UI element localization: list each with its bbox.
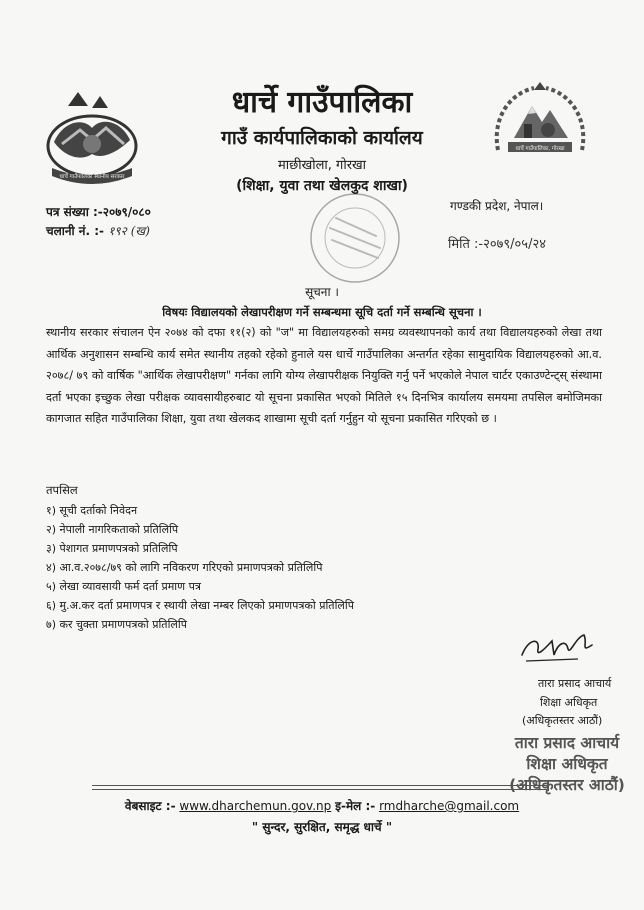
reference-label: पत्र संख्या :- <box>46 205 103 219</box>
list-item: ४) आ.व.२०७८/७९ को लागि नविकरण गरिएको प्रमाणपत्रको प्रतिलिपि <box>46 561 323 574</box>
office-subtitle: गाउँ कार्यपालिकाको कार्यालय <box>221 127 423 149</box>
stamp-rank: (अधिकृतस्तर आठौं) <box>509 776 625 794</box>
date-value: २०७९/०५/२४ <box>483 237 546 252</box>
office-address: माछीखोला, गोरखा <box>277 158 367 173</box>
dispatch-label: चलानी नं. :- <box>46 224 104 238</box>
annex-list <box>46 501 354 634</box>
footer-divider <box>92 785 548 786</box>
signatory-stamp <box>502 733 632 796</box>
list-item: ५) लेखा व्यावसायी फर्म दर्ता प्रमाण पत्र <box>46 580 201 593</box>
dispatch-number <box>46 222 150 239</box>
office-name: धार्चे गाउँपालिका <box>231 85 413 120</box>
footer-motto: " सुन्दर, सुरक्षित, समृद्ध धार्चे " <box>251 820 393 834</box>
office-section: (शिक्षा, युवा तथा खेलकुद शाखा) <box>236 178 408 194</box>
stamp-name: तारा प्रसाद आचार्य <box>514 734 620 752</box>
svg-text:धार्चे गाउँपालिका स्थानीय सरका: धार्चे गाउँपालिका स्थानीय सरकार <box>59 174 125 180</box>
svg-text:धार्चे गाउँपालिका, गोरखा: धार्चे गाउँपालिका, गोरखा <box>515 146 565 152</box>
list-item: ७) कर चुक्ता प्रमाणपत्रको प्रतिलिपि <box>46 618 187 631</box>
signatory-rank: (अधिकृतस्तर आठौं) <box>522 714 603 727</box>
annex-title: तपसिल <box>46 483 78 497</box>
date-line <box>448 234 546 252</box>
reference-number <box>46 203 151 220</box>
list-item: ३) पेशागत प्रमाणपत्रको प्रतिलिपि <box>46 542 178 555</box>
signatory-name: तारा प्रसाद आचार्य <box>538 677 612 690</box>
email-link[interactable]: rmdharche@gmail.com <box>379 799 520 813</box>
reference-value: २०७९/०८० <box>102 205 151 219</box>
footer-contact <box>0 797 644 814</box>
notice-subject: विषयः विद्यालयको लेखापरीक्षण गर्ने सम्बन्धमा सूचि दर्ता गर्ने सम्बन्धि सूचना । <box>162 305 482 319</box>
website-link[interactable]: www.dharchemun.gov.np <box>179 799 332 813</box>
date-label: मिति :- <box>448 237 484 252</box>
signatory-title: शिक्षा अधिकृत <box>540 696 598 709</box>
handwritten-signature <box>518 625 598 673</box>
office-seal-stamp <box>300 188 410 292</box>
dispatch-value: १९२ (ख) <box>108 224 150 238</box>
notice-body: स्थानीय सरकार संचालन ऐन २०७४ को दफा ११(२) को "ज" मा विद्यालयहरुको समग्र व्यवस्थापनको कार्य तथा विद्यालयहरुको लेखा तथा आर्थिक अनुशासन सम्बन्धि कार्य समेत स्थानीय तहको रहेको हुनाले यस धार्चे गाउँपालिका अन्तर्गत रहेका सामुदायिक विद्यालयहरुको आ.व. २०७८/ ७९ को वार्षिक "आर्थिक लेखापरीक्षण" गर्नका लागि योग्य लेखापरीक्षक नियुक्ति गर्नु पर्ने भएकोले नेपाल चार्टर एकाउण्टेन्ट्स् संस्थामा दर्ता भएका इच्छुक लेखा परीक्षक व्यावसायीहरुबाट यो सूचना प्रकासित भएको मितिले १५ दिनभित्र कार्यालय समयमा तपसिल बमोजिमका कागजात सहित गाउँपालिका शिक्षा, युवा तथा खेलकद शाखामा सूची दर्ता गर्नुहुन यो सूचना प्रकासित गरिएको छ । <box>46 326 602 425</box>
email-label: इ-मेल :- <box>335 799 376 813</box>
notice-title: सूचना । <box>305 285 339 299</box>
stamp-title: शिक्षा अधिकृत <box>526 755 608 773</box>
province-text: गण्डकी प्रदेश, नेपाल। <box>450 199 544 213</box>
website-label: वेबसाइट :- <box>124 799 176 813</box>
list-item: ६) मु.अ.कर दर्ता प्रमाणपत्र र स्थायी लेखा नम्बर लिएको प्रमाणपत्रको प्रतिलिपि <box>46 599 354 612</box>
list-item: १) सूची दर्ताको निवेदन <box>46 504 138 517</box>
footer-divider <box>92 789 548 790</box>
list-item: २) नेपाली नागरिकताको प्रतिलिपि <box>46 523 179 536</box>
